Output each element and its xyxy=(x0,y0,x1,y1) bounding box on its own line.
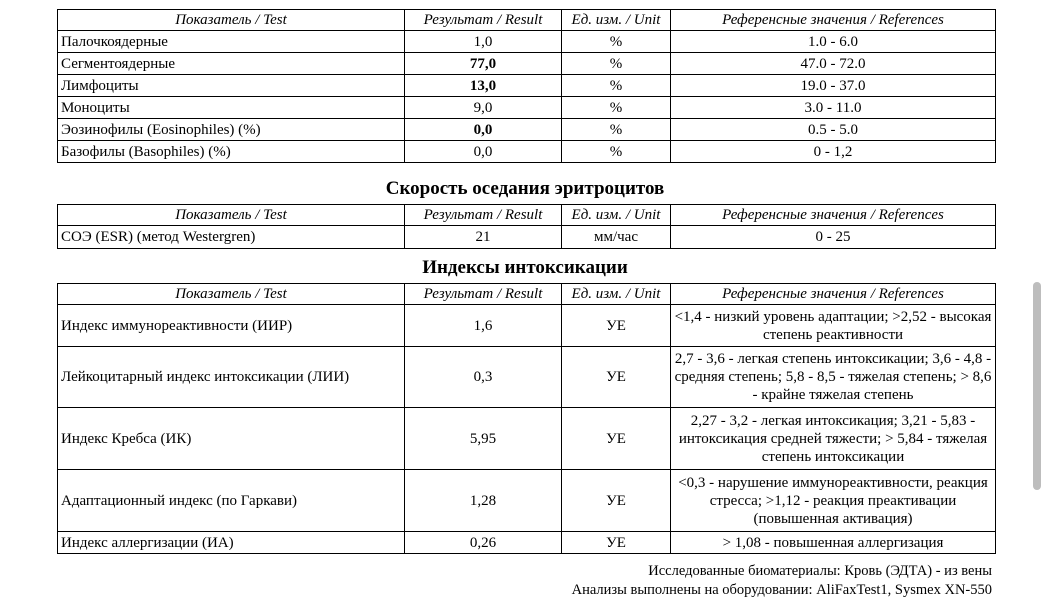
scrollbar-thumb[interactable] xyxy=(1033,282,1041,490)
test-reference: 1.0 - 6.0 xyxy=(671,31,996,53)
test-unit: УЕ xyxy=(562,305,671,347)
footer-equipment: Анализы выполнены на оборудовании: AliFaxTest1, Sysmex XN-550 xyxy=(571,582,992,598)
table-row xyxy=(58,75,996,97)
test-name: СОЭ (ESR) (метод Westergren) xyxy=(58,226,405,249)
header-unit: Ед. изм. / Unit xyxy=(562,284,671,305)
table-row xyxy=(58,53,996,75)
test-result: 0,0 xyxy=(405,141,562,163)
table-header-row xyxy=(58,10,996,31)
test-result: 1,6 xyxy=(405,305,562,347)
test-name: Сегментоядерные xyxy=(58,53,405,75)
test-name: Индекс аллергизации (ИА) xyxy=(58,532,405,554)
table-row xyxy=(58,408,996,470)
header-result: Результат / Result xyxy=(405,205,562,226)
test-result: 21 xyxy=(405,226,562,249)
test-name: Адаптационный индекс (по Гаркави) xyxy=(58,470,405,532)
test-result: 9,0 xyxy=(405,97,562,119)
table-row xyxy=(58,119,996,141)
table-row xyxy=(58,226,996,249)
table-header-row xyxy=(58,205,996,226)
table-row xyxy=(58,470,996,532)
leukocyte-formula-table xyxy=(57,9,996,163)
test-reference: <0,3 - нарушение иммунореактивности, реакция стресса; >1,12 - реакция преактивации (повышенная активация) xyxy=(671,470,996,532)
test-name: Эозинофилы (Eosinophiles) (%) xyxy=(58,119,405,141)
test-result: 0,3 xyxy=(405,347,562,408)
test-unit: % xyxy=(562,119,671,141)
table-row xyxy=(58,31,996,53)
intoxication-section-title: Индексы интоксикации xyxy=(422,257,628,278)
header-references: Референсные значения / References xyxy=(671,10,996,31)
test-unit: УЕ xyxy=(562,470,671,532)
test-name: Индекс Кребса (ИК) xyxy=(58,408,405,470)
test-unit: УЕ xyxy=(562,532,671,554)
test-unit: УЕ xyxy=(562,347,671,408)
header-test: Показатель / Test xyxy=(58,205,405,226)
test-unit: мм/час xyxy=(562,226,671,249)
test-result: 0,0 xyxy=(405,119,562,141)
test-name: Лейкоцитарный индекс интоксикации (ЛИИ) xyxy=(58,347,405,408)
test-reference: 0 - 25 xyxy=(671,226,996,249)
footer-biomaterial: Исследованные биоматериалы: Кровь (ЭДТА) - из вены xyxy=(648,563,992,579)
test-result: 77,0 xyxy=(405,53,562,75)
test-reference: 2,7 - 3,6 - легкая степень интоксикации; 3,6 - 4,8 - средняя степень; 5,8 - 8,5 - тяжелая степень; > 8,6 - крайне тяжелая степень xyxy=(671,347,996,408)
test-result: 0,26 xyxy=(405,532,562,554)
test-result: 13,0 xyxy=(405,75,562,97)
test-reference: 0 - 1,2 xyxy=(671,141,996,163)
test-reference: 47.0 - 72.0 xyxy=(671,53,996,75)
test-reference: > 1,08 - повышенная аллергизация xyxy=(671,532,996,554)
table-row xyxy=(58,141,996,163)
header-unit: Ед. изм. / Unit xyxy=(562,10,671,31)
test-name: Моноциты xyxy=(58,97,405,119)
test-reference: 3.0 - 11.0 xyxy=(671,97,996,119)
intoxication-table xyxy=(57,283,996,554)
test-name: Базофилы (Basophiles) (%) xyxy=(58,141,405,163)
test-unit: % xyxy=(562,75,671,97)
header-references: Референсные значения / References xyxy=(671,284,996,305)
test-reference: 0.5 - 5.0 xyxy=(671,119,996,141)
test-result: 1,28 xyxy=(405,470,562,532)
table-row xyxy=(58,532,996,554)
table-row xyxy=(58,305,996,347)
test-reference: 2,27 - 3,2 - легкая интоксикация; 3,21 - 5,83 - интоксикация средней тяжести; > 5,84 - тяжелая степень интоксикации xyxy=(671,408,996,470)
test-name: Индекс иммунореактивности (ИИР) xyxy=(58,305,405,347)
test-unit: УЕ xyxy=(562,408,671,470)
table-row xyxy=(58,97,996,119)
table-header-row xyxy=(58,284,996,305)
header-result: Результат / Result xyxy=(405,10,562,31)
table-row xyxy=(58,347,996,408)
header-test: Показатель / Test xyxy=(58,10,405,31)
test-unit: % xyxy=(562,53,671,75)
header-result: Результат / Result xyxy=(405,284,562,305)
esr-table xyxy=(57,204,996,249)
header-references: Референсные значения / References xyxy=(671,205,996,226)
test-unit: % xyxy=(562,141,671,163)
test-reference: 19.0 - 37.0 xyxy=(671,75,996,97)
test-result: 1,0 xyxy=(405,31,562,53)
test-result: 5,95 xyxy=(405,408,562,470)
esr-section-title: Скорость оседания эритроцитов xyxy=(385,178,665,199)
test-unit: % xyxy=(562,97,671,119)
header-test: Показатель / Test xyxy=(58,284,405,305)
test-reference: <1,4 - низкий уровень адаптации; >2,52 - высокая степень реактивности xyxy=(671,305,996,347)
test-name: Палочкоядерные xyxy=(58,31,405,53)
test-name: Лимфоциты xyxy=(58,75,405,97)
header-unit: Ед. изм. / Unit xyxy=(562,205,671,226)
test-unit: % xyxy=(562,31,671,53)
